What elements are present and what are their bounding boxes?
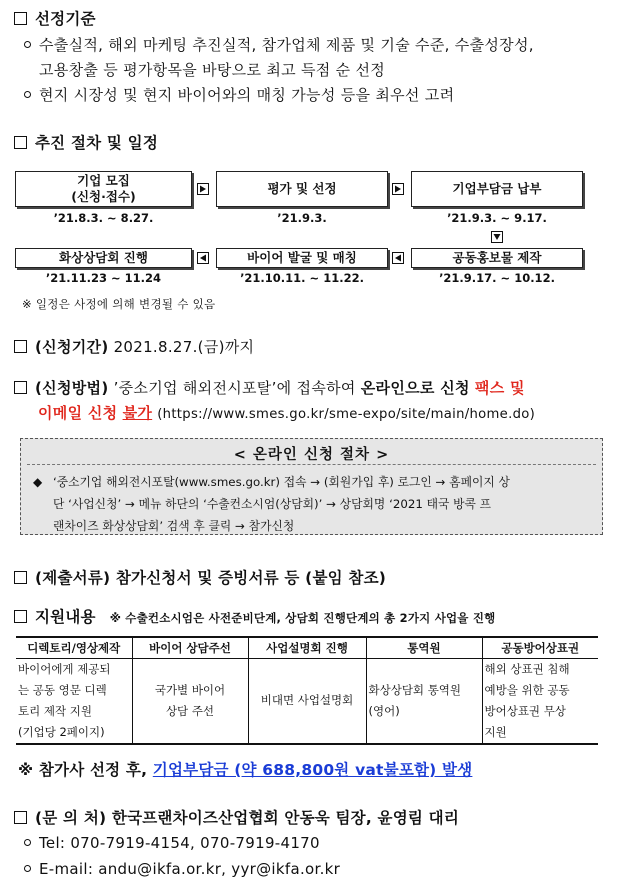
table-cell-briefing [248, 658, 366, 744]
method-url[interactable]: (https://www.smes.go.kr/sme-expo/site/main/home.do) [157, 407, 536, 422]
period-label: (신청기간) [35, 338, 109, 356]
table-cell-interpreter [366, 658, 482, 744]
period-value: 2021.8.27.(금)까지 [113, 338, 255, 356]
schedule-heading [14, 131, 158, 153]
table-header: 디렉토리/영상제작 [16, 637, 132, 658]
square-bullet-icon [14, 136, 27, 149]
method-line-2 [38, 402, 535, 423]
table-cell-buyer [132, 658, 248, 744]
flow-step-date: ’21.11.23 ~ 11.24 [45, 271, 162, 285]
table-header: 통역원 [366, 637, 482, 658]
online-procedure-box [20, 438, 603, 535]
circle-bullet-icon [24, 41, 31, 48]
online-procedure-line-2: 단 ‘사업신청’ → 메뉴 하단의 ‘수출컨소시엄(상담회)’ → 상담회명 ‘2021 태국 방콕 프 [53, 497, 492, 511]
support-title: 지원내용 [35, 608, 96, 626]
cell-line: 국가별 바이어 [154, 682, 226, 697]
flow-step-label: 기업 모집 [77, 173, 130, 188]
table-header: 사업설명회 진행 [248, 637, 366, 658]
method-fax: 팩스 및 [474, 379, 525, 397]
fee-highlight: 기업부담금 (약 688,800원 vat불포함) 발생 [152, 761, 473, 779]
support-note: ※ 수출컨소시엄은 사전준비단계, 상담회 진행단계의 총 2가지 사업을 진행 [109, 611, 496, 625]
selection-heading [14, 7, 96, 29]
circle-bullet-icon [24, 91, 31, 98]
diamond-bullet-icon: ◆ [33, 475, 43, 489]
support-table [16, 636, 598, 745]
square-bullet-icon [14, 340, 27, 353]
contact-tel-text: Tel: 070-7919-4154, 070-7919-4170 [39, 834, 320, 852]
cell-line: 방어상표권 무상 [484, 703, 566, 718]
contact-label: (문 의 처) [35, 809, 107, 827]
schedule-title: 추진 절차 및 일정 [35, 134, 159, 152]
flow-step-promo-material [411, 248, 583, 268]
arrow-left-icon [392, 252, 404, 264]
flow-step-buyer-matching [216, 248, 388, 268]
flow-step-label: 공동홍보물 제작 [452, 250, 542, 265]
online-procedure-line-1: ‘중소기업 해외전시포탈(www.smes.go.kr) 접속 → (회원가입 후) 로그인 → 홈페이지 상 [53, 475, 510, 489]
flow-step-payment [411, 171, 583, 207]
square-bullet-icon [14, 811, 27, 824]
documents-value: 참가신청서 및 증빙서류 등 (붙임 참조) [115, 569, 387, 587]
arrow-right-icon [392, 183, 404, 195]
selection-bullet-1-line-2: 고용창출 등 평가항목을 바탕으로 최고 득점 순 선정 [39, 61, 386, 79]
table-cell-directory [16, 658, 132, 744]
cell-line: 바이어에게 제공되 [18, 661, 111, 676]
method-text: ’중소기업 해외전시포탈’에 접속하여 [113, 379, 356, 397]
cell-line: 해외 상표권 침해 [484, 661, 570, 676]
square-bullet-icon [14, 12, 27, 25]
cell-line: 예방을 위한 공동 [484, 682, 570, 697]
arrow-right-icon [197, 183, 209, 195]
flow-step-date: ’21.9.3. ~ 9.17. [447, 211, 547, 225]
period-line [14, 336, 254, 357]
method-email: 이메일 신청 [38, 404, 118, 422]
cell-line: 는 공동 영문 디렉 [18, 682, 107, 697]
table-header: 공동방어상표권 [482, 637, 598, 658]
table-cell-trademark [482, 658, 598, 744]
contact-value: 한국프랜차이즈산업협회 안동욱 팀장, 윤영림 대리 [111, 809, 459, 827]
cell-line: 비대면 사업설명회 [260, 693, 354, 707]
contact-email [24, 860, 340, 878]
flow-step-label: 기업부담금 납부 [452, 181, 542, 196]
circle-bullet-icon [24, 839, 31, 846]
square-bullet-icon [14, 610, 27, 623]
table-row [16, 658, 598, 744]
contact-email-text[interactable]: E-mail: andu@ikfa.or.kr, yyr@ikfa.or.kr [39, 860, 341, 878]
documents-label: (제출서류) [35, 569, 111, 587]
documents-line [14, 566, 386, 588]
contact-heading [14, 806, 459, 828]
table-header: 바이어 상담주선 [132, 637, 248, 658]
flow-step-date: ’21.10.11. ~ 11.22. [240, 271, 364, 285]
square-bullet-icon [14, 571, 27, 584]
cell-line: 지원 [484, 724, 507, 739]
flow-step-video-consult [15, 248, 192, 268]
selection-bullet-1 [24, 34, 534, 55]
cell-line: 상담 주선 [165, 703, 215, 718]
online-procedure-divider [27, 464, 596, 465]
flow-step-evaluation [216, 171, 388, 207]
flow-step-label: 평가 및 선정 [267, 181, 337, 196]
flow-step-date: ’21.9.17. ~ 10.12. [439, 271, 555, 285]
method-online: 온라인으로 신청 [360, 379, 470, 397]
online-procedure-line-3: 랜차이즈 화상상담회’ 검색 후 클릭 → 참가신청 [53, 519, 295, 533]
flow-step-label: 화상상담회 진행 [59, 250, 148, 265]
selection-title: 선정기준 [35, 10, 96, 28]
fee-prefix: ※ 참가사 선정 후, [18, 761, 148, 779]
circle-bullet-icon [24, 865, 31, 872]
support-heading [14, 605, 495, 627]
online-procedure-title: < 온라인 신청 절차 > [233, 447, 390, 463]
method-label: (신청방법) [35, 379, 109, 397]
cell-line: (기업당 2페이지) [18, 724, 105, 739]
flow-step-date: ’21.9.3. [277, 211, 327, 225]
selection-bullet-2 [24, 84, 454, 105]
method-line-1 [14, 377, 525, 398]
cell-line: 화상상담회 통역원 [368, 682, 462, 697]
selection-bullet-2-text: 현지 시장성 및 현지 바이어와의 매칭 가능성 등을 최우선 고려 [39, 86, 455, 104]
arrow-left-icon [197, 252, 209, 264]
arrow-down-icon [491, 231, 503, 243]
cell-line: 토리 제작 지원 [18, 703, 92, 718]
fee-line [18, 758, 472, 780]
table-header-row [16, 637, 598, 658]
schedule-note: ※ 일정은 사정에 의해 변경될 수 있음 [22, 297, 216, 311]
flow-step-recruit [15, 171, 192, 207]
contact-tel [24, 834, 320, 852]
flow-step-sublabel: (신청·접수) [71, 189, 136, 204]
selection-bullet-1-line-1: 수출실적, 해외 마케팅 추진실적, 참가업체 제품 및 기술 수준, 수출성장성, [39, 36, 534, 54]
flow-step-date: ’21.8.3. ~ 8.27. [53, 211, 154, 225]
method-not-allowed: 불가 [122, 404, 153, 422]
flow-step-label: 바이어 발굴 및 매칭 [247, 250, 357, 265]
square-bullet-icon [14, 381, 27, 394]
online-procedure-text [33, 471, 598, 537]
cell-line: (영어) [368, 703, 400, 718]
